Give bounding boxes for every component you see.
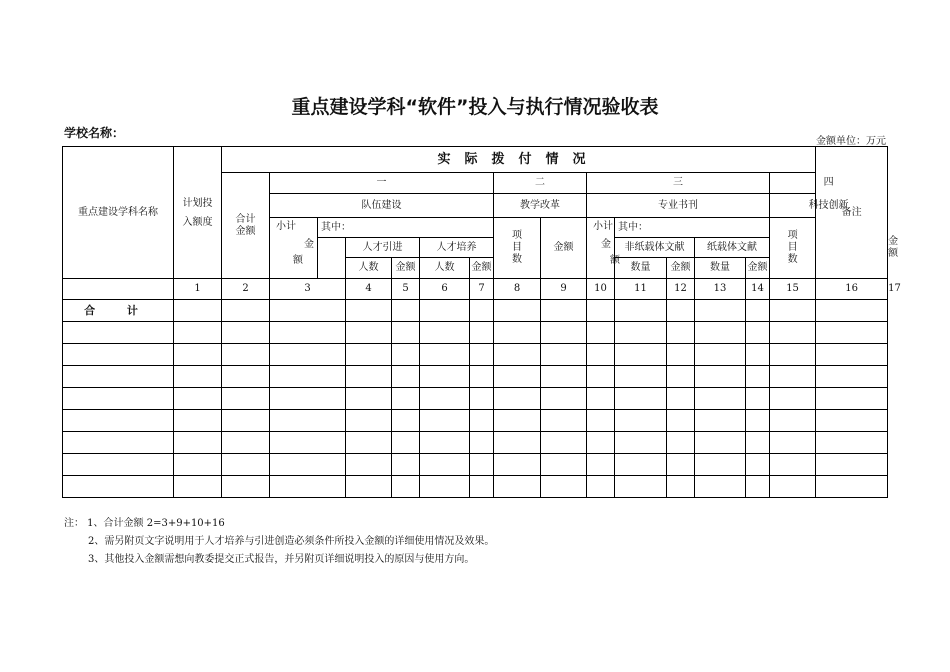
table-cell[interactable] [420,476,470,498]
table-cell[interactable] [816,454,888,476]
table-cell[interactable] [392,388,420,410]
table-cell[interactable] [470,410,494,432]
group1-subtotal-label: 小计 [276,221,296,232]
group3-subtotal-label: 小计 [593,221,613,232]
table-cell[interactable] [392,322,420,344]
table-cell[interactable] [63,366,174,388]
plan-amount-text: 计划投入额度 [182,197,213,228]
table-cell[interactable] [392,476,420,498]
table-cell[interactable] [746,410,770,432]
column-number-row: 1 2 3 4 5 6 7 8 9 10 11 12 13 14 15 16 17 [63,279,888,300]
table-cell[interactable] [667,432,695,454]
table-cell[interactable] [587,454,615,476]
acceptance-table: 重点建设学科名称 计划投入额度 实际拨付情况 备注 合计金额 一 二 三 四 队伍建设 教学改革 专业书刊 科技创新 小计 金 额 其中： 项目数 金额 小计 金 额 其中： 项目数 金额 人才引进 人才培养 非纸载体文献 纸载体文献 人数 金额 人数 金额 数量 金额 数量 金额 1 2 3 4 5 6 7 8 9 10 11 12 13 14 15 16 17 合 计 [62,146,888,498]
table-cell[interactable] [222,366,270,388]
group2-project-count-text: 项目数 [512,230,522,265]
total-amount-text: 合计金额 [235,213,256,237]
table-cell[interactable] [346,476,392,498]
table-cell[interactable] [174,322,222,344]
group4-project-count [770,218,816,279]
group1-among-label: 其中： [318,218,494,238]
table-cell[interactable] [63,322,174,344]
table-cell[interactable] [541,322,587,344]
table-cell[interactable] [222,410,270,432]
table-cell[interactable] [816,300,888,322]
table-row [63,322,888,344]
table-cell[interactable] [174,410,222,432]
table-row [63,366,888,388]
notes-section [64,515,494,569]
table-cell[interactable] [470,366,494,388]
table-cell[interactable] [541,366,587,388]
table-row [63,454,888,476]
actual-allocation-text: 实际拨付情况 [437,151,600,167]
col-number: 13 [695,279,746,300]
table-cell[interactable] [615,410,667,432]
col-number: 14 [746,279,770,300]
table-cell[interactable] [420,322,470,344]
table-cell[interactable] [270,388,346,410]
table-cell[interactable] [587,344,615,366]
table-cell[interactable] [346,388,392,410]
table-cell[interactable] [695,388,746,410]
table-cell[interactable] [770,476,816,498]
total-row-label-text: 合 计 [84,303,152,317]
table-cell[interactable] [420,366,470,388]
table-cell[interactable] [270,454,346,476]
table-cell[interactable] [270,322,346,344]
col-number: 6 [420,279,470,300]
table-cell[interactable] [667,454,695,476]
col-number: 2 [222,279,270,300]
table-cell[interactable] [770,344,816,366]
table-cell[interactable] [420,454,470,476]
table-cell[interactable] [470,300,494,322]
table-cell[interactable] [770,432,816,454]
table-cell[interactable] [541,388,587,410]
table-cell[interactable] [615,366,667,388]
table-cell[interactable] [816,410,888,432]
talent-train-header: 人才培养 [420,238,494,258]
table-cell[interactable] [587,432,615,454]
table-cell[interactable] [816,432,888,454]
table-cell[interactable] [746,300,770,322]
table-cell[interactable] [222,388,270,410]
table-cell[interactable] [667,322,695,344]
col-number: 11 [615,279,667,300]
table-cell[interactable] [615,388,667,410]
total-row [63,300,888,322]
table-cell[interactable] [695,322,746,344]
group4-name: 科技创新 [770,194,888,218]
group3-number: 三 [587,173,770,194]
table-cell[interactable] [615,300,667,322]
col-number: 8 [494,279,541,300]
table-row [63,476,888,498]
table-cell[interactable] [392,410,420,432]
group1-subtotal-e: 额 [293,255,303,266]
group3-subtotal [587,218,620,279]
table-cell[interactable] [174,300,222,322]
col-number: 7 [470,279,494,300]
table-cell[interactable] [470,322,494,344]
table-cell[interactable] [541,344,587,366]
table-cell[interactable] [615,344,667,366]
table-cell[interactable] [667,476,695,498]
talent-train-count: 人数 [420,258,470,279]
table-cell[interactable] [541,432,587,454]
table-cell[interactable] [222,476,270,498]
table-cell[interactable] [494,388,541,410]
col-number: 4 [346,279,392,300]
group1-name: 队伍建设 [270,194,494,218]
group1-number: 一 [270,173,494,194]
table-cell[interactable] [470,476,494,498]
table-cell[interactable] [615,322,667,344]
talent-intro-count: 人数 [346,258,392,279]
table-row [63,432,888,454]
total-row-label [63,300,174,322]
table-cell[interactable] [541,300,587,322]
table-cell[interactable] [695,344,746,366]
group2-project-count [494,218,541,279]
table-cell[interactable] [667,388,695,410]
group4-project-count-text: 项目数 [787,230,798,265]
table-cell[interactable] [587,322,615,344]
table-cell[interactable] [222,344,270,366]
table-cell[interactable] [587,388,615,410]
table-cell[interactable] [746,344,770,366]
table-cell[interactable] [587,476,615,498]
table-cell[interactable] [816,388,888,410]
page-title: 重点建设学科“软件”投入与执行情况验收表 [291,96,659,118]
talent-train-amount: 金额 [470,258,494,279]
table-cell[interactable] [816,366,888,388]
table-cell[interactable] [470,344,494,366]
table-cell[interactable] [494,432,541,454]
table-cell[interactable] [392,300,420,322]
table-cell[interactable] [222,300,270,322]
group1-blank-cell [318,238,346,279]
col-number: 16 [816,279,888,300]
table-cell[interactable] [816,322,888,344]
group2-name: 教学改革 [494,194,587,218]
table-cell[interactable] [392,454,420,476]
table-cell[interactable] [770,388,816,410]
table-cell[interactable] [746,366,770,388]
talent-intro-header: 人才引进 [346,238,420,258]
table-row [63,344,888,366]
header-remark: 备注 [816,147,888,279]
table-cell[interactable] [615,454,667,476]
table-cell[interactable] [494,344,541,366]
table-cell[interactable] [222,432,270,454]
non-paper-quantity: 数量 [615,258,667,279]
table-cell[interactable] [174,344,222,366]
table-cell[interactable] [587,410,615,432]
table-cell[interactable] [695,454,746,476]
table-cell[interactable] [392,432,420,454]
non-paper-header: 非纸载体文献 [615,238,695,258]
table-cell[interactable] [392,366,420,388]
table-cell[interactable] [63,432,174,454]
table-cell[interactable] [346,322,392,344]
table-cell[interactable] [667,366,695,388]
table-cell[interactable] [695,410,746,432]
table-cell[interactable] [770,454,816,476]
table-cell[interactable] [346,366,392,388]
table-cell[interactable] [174,454,222,476]
table-cell[interactable] [587,366,615,388]
table-cell[interactable] [667,300,695,322]
table-cell[interactable] [270,432,346,454]
table-cell[interactable] [541,476,587,498]
table-cell[interactable] [420,432,470,454]
note-item: 注： 1、合计金额 2=3+9+10+16 [64,518,225,529]
table-cell[interactable] [270,300,346,322]
table-cell[interactable] [695,476,746,498]
table-cell[interactable] [746,476,770,498]
table-cell[interactable] [63,344,174,366]
amount-unit-label: 金额单位：万元 [816,136,886,147]
col-number: 5 [392,279,420,300]
group2-number: 二 [494,173,587,194]
table-cell[interactable] [615,432,667,454]
table-cell[interactable] [494,476,541,498]
table-cell[interactable] [494,454,541,476]
table-cell[interactable] [667,410,695,432]
group3-name: 专业书刊 [587,194,770,218]
table-cell[interactable] [346,432,392,454]
table-cell[interactable] [174,432,222,454]
paper-header: 纸载体文献 [695,238,770,258]
table-cell[interactable] [222,454,270,476]
table-cell[interactable] [695,366,746,388]
table-cell[interactable] [420,410,470,432]
table-cell[interactable] [541,410,587,432]
talent-intro-amount: 金额 [392,258,420,279]
table-cell[interactable] [346,344,392,366]
table-cell[interactable] [270,366,346,388]
table-cell[interactable] [746,322,770,344]
table-cell[interactable] [270,476,346,498]
col-number: 15 [770,279,816,300]
group3-among-label: 其中： [615,218,770,238]
table-cell[interactable] [695,432,746,454]
table-cell[interactable] [346,410,392,432]
table-cell[interactable] [770,410,816,432]
col-number: 3 [270,279,346,300]
col-number: 12 [667,279,695,300]
table-row [63,388,888,410]
table-cell[interactable] [770,322,816,344]
table-cell[interactable] [420,300,470,322]
table-cell[interactable] [494,322,541,344]
paper-amount: 金额 [746,258,770,279]
table-cell[interactable] [746,454,770,476]
table-cell[interactable] [494,410,541,432]
table-cell[interactable] [695,300,746,322]
table-cell[interactable] [770,300,816,322]
table-cell[interactable] [816,476,888,498]
table-cell[interactable] [746,432,770,454]
table-cell[interactable] [541,454,587,476]
table-cell[interactable] [470,388,494,410]
col-number: 9 [541,279,587,300]
table-cell[interactable] [420,344,470,366]
col-number: 1 [174,279,222,300]
table-cell[interactable] [587,300,615,322]
table-cell[interactable] [222,322,270,344]
table-cell[interactable] [494,366,541,388]
group4-number: 四 [770,173,888,194]
table-cell[interactable] [174,388,222,410]
table-row [63,410,888,432]
header-plan-amount [174,147,222,279]
note-item: 3、其他投入金额需想向教委提交正式报告，并另附页详细说明投入的原因与使用方向。 [88,554,475,565]
note-item: 2、需另附页文字说明用于人才培养与引进创造必须条件所投入金额的详细使用情况及效果。 [88,536,495,547]
school-name-label: 学校名称： [64,126,125,140]
group3-subtotal-e: 额 [610,255,620,266]
table-cell[interactable] [63,410,174,432]
table-cell[interactable] [470,454,494,476]
table-cell[interactable] [494,300,541,322]
table-cell[interactable] [174,476,222,498]
table-cell[interactable] [420,388,470,410]
table-cell[interactable] [470,432,494,454]
header-total-amount [222,173,270,279]
group2-amount: 金额 [541,218,587,279]
table-cell[interactable] [346,300,392,322]
table-cell[interactable] [615,476,667,498]
group3-subtotal-jin: 金 [601,239,611,250]
group1-subtotal [270,218,318,279]
header-subject-name: 重点建设学科名称 [63,147,174,279]
table-cell[interactable] [346,454,392,476]
group1-subtotal-jin: 金 [304,239,314,250]
table-cell[interactable] [667,344,695,366]
table-cell[interactable] [63,454,174,476]
table-cell[interactable] [63,388,174,410]
table-cell[interactable] [816,344,888,366]
table-cell[interactable] [174,366,222,388]
paper-quantity: 数量 [695,258,746,279]
table-cell[interactable] [270,344,346,366]
table-cell[interactable] [770,366,816,388]
header-actual-allocation [222,147,816,173]
table-cell[interactable] [746,388,770,410]
table-cell[interactable] [63,476,174,498]
table-cell[interactable] [270,410,346,432]
col-number-blank [63,279,174,300]
non-paper-amount: 金额 [667,258,695,279]
table-cell[interactable] [392,344,420,366]
col-number: 10 [587,279,615,300]
